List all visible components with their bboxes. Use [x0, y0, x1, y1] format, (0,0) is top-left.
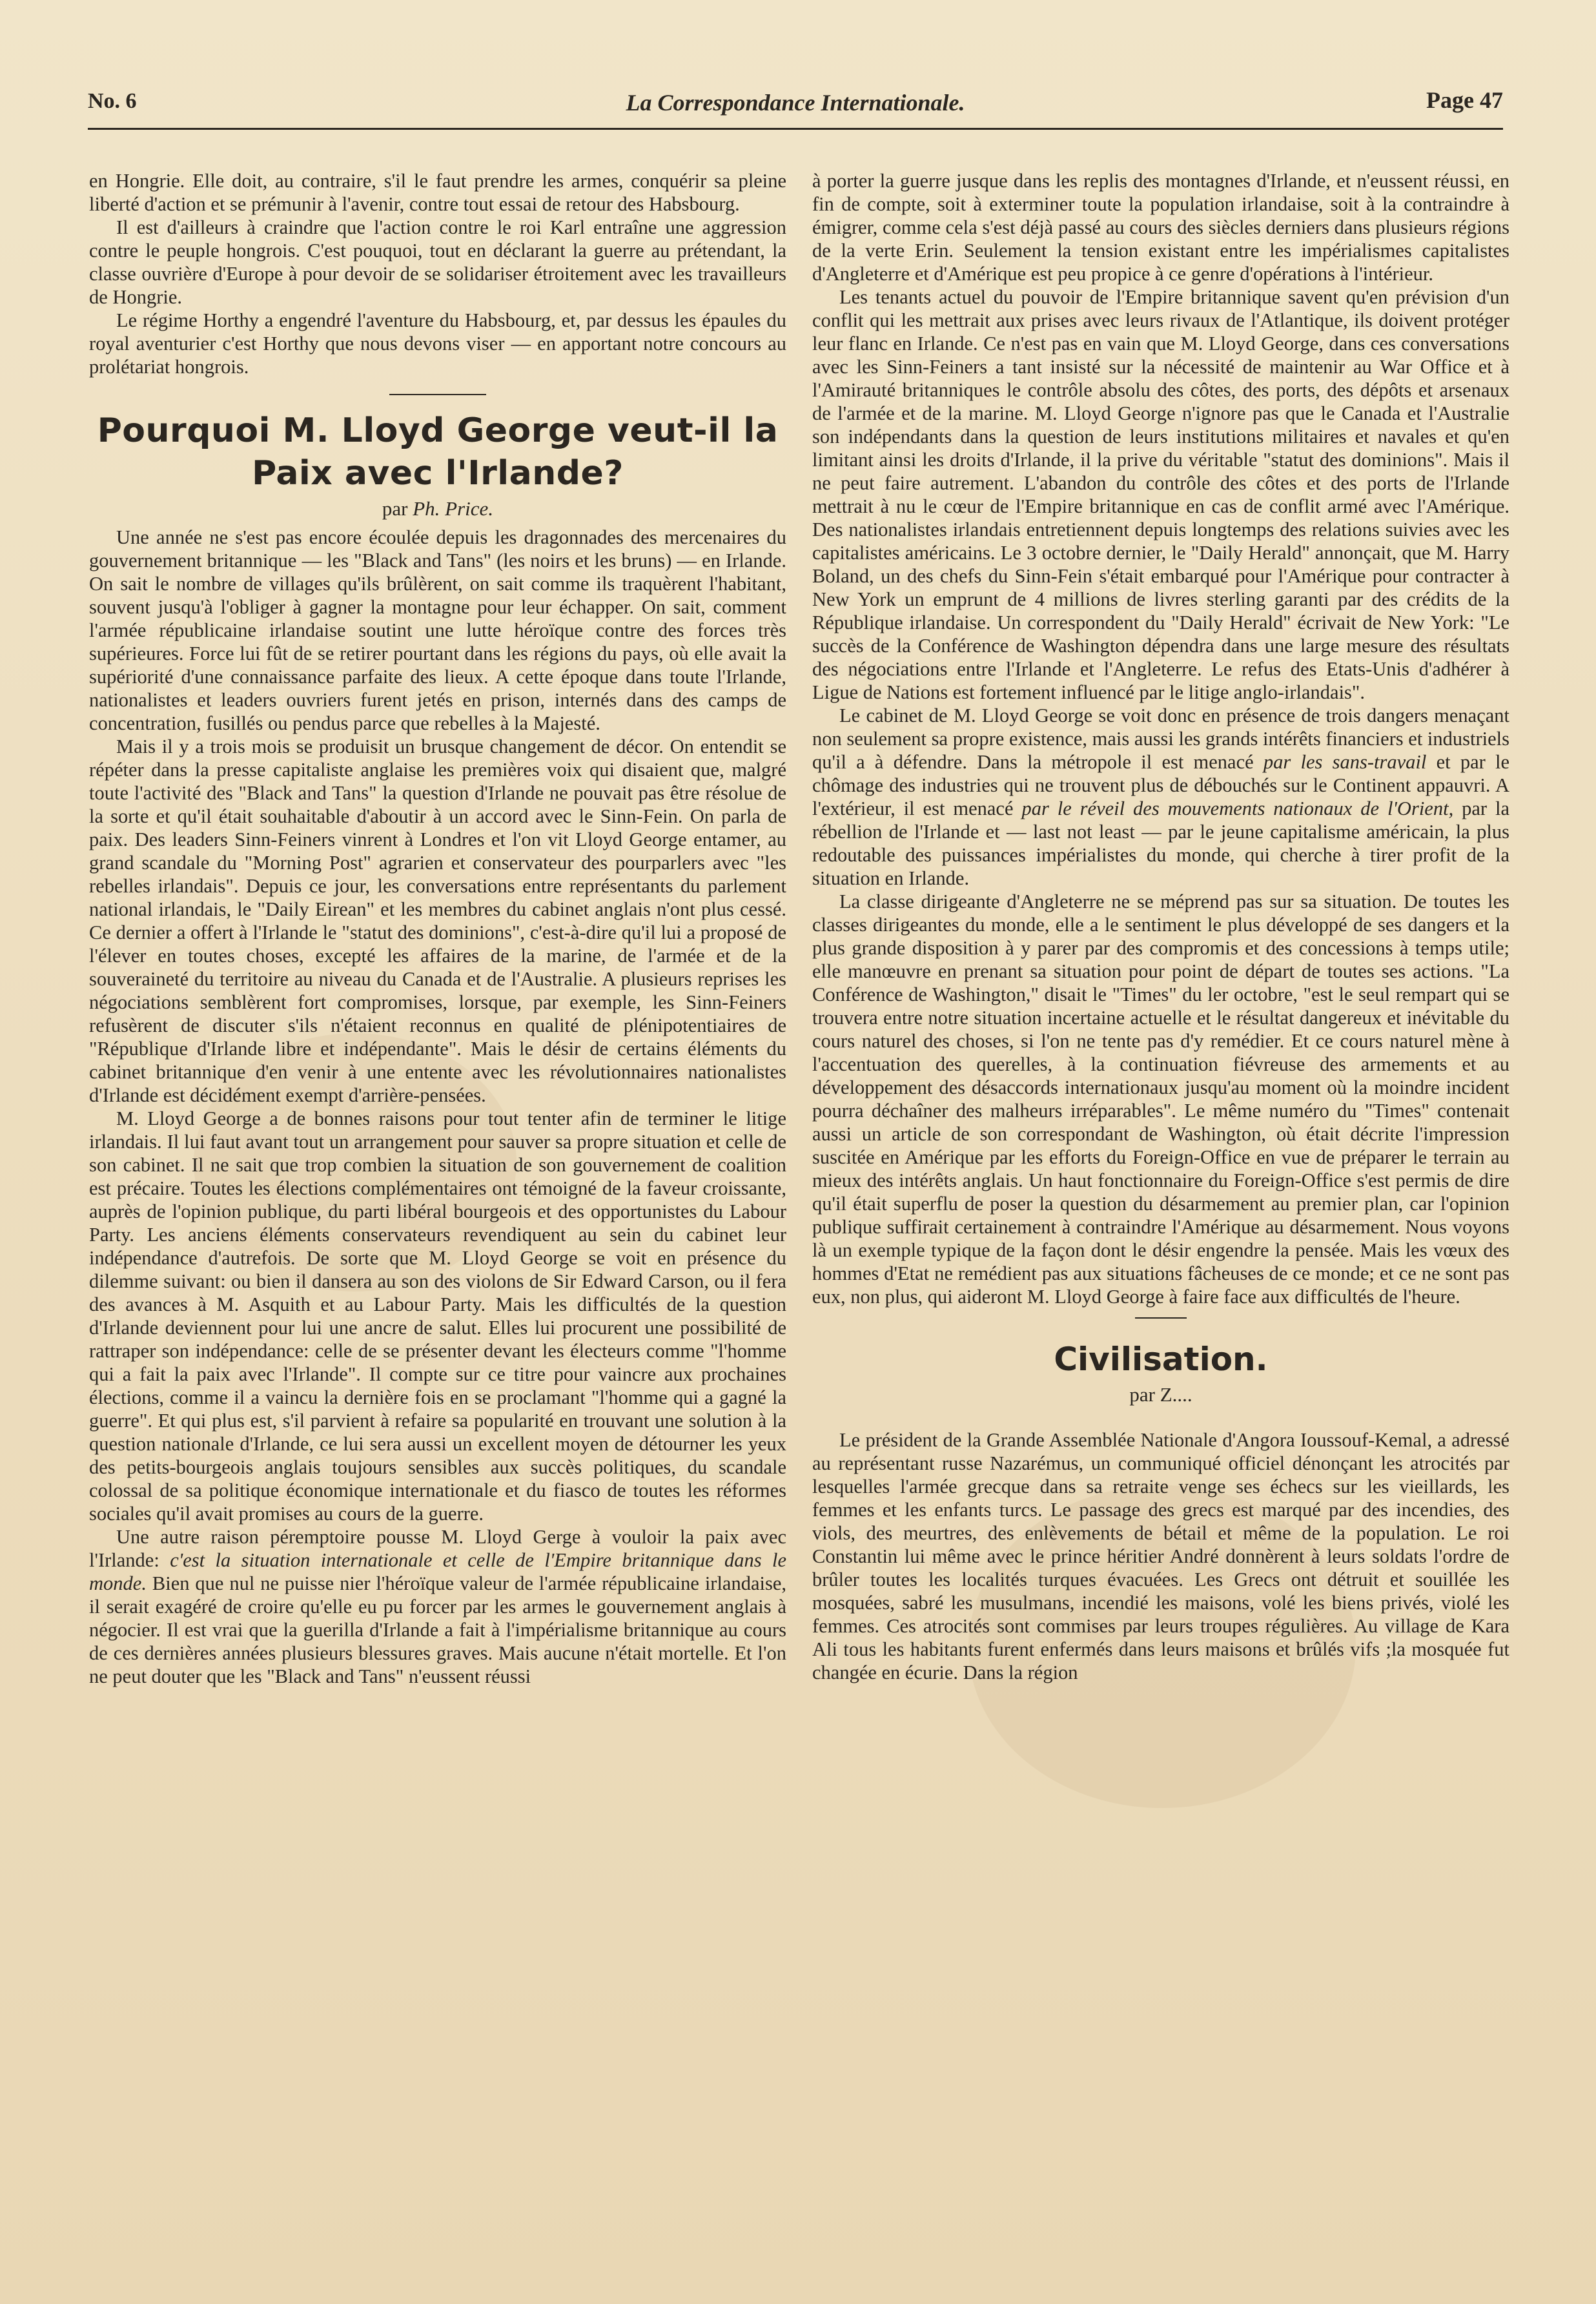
- intro-paragraph: Le régime Horthy a engendré l'aventure du Habsbourg, et, par dessus les épaules du royal aventurier c'est Horthy que nous devons viser — en apportant notre concours au prolétariat hongrois.: [89, 309, 786, 378]
- byline-author: Ph. Price.: [413, 497, 494, 520]
- section-divider: [1135, 1317, 1187, 1319]
- emphasis-text: par les sans-travail: [1263, 751, 1427, 773]
- emphasis-text: par le réveil des mouvements nationaux de l'Orient,: [1021, 797, 1454, 819]
- left-column: [89, 169, 786, 1688]
- article-paragraph: Le président de la Grande Assemblée Nationale d'Angora Ioussouf-Kemal, a adressé au représentant russe Nazarémus, un communiqué officiel dénonçant les atrocités par lesquelles l'armée grecque dans sa retraite venge ses échecs sur les vieillards, les femmes et les enfants turcs. Le passage des grecs est marqué par des incendies, des viols, des meurtres, des enlèvements de bétail et même de la population. Le roi Constantin lui même avec le prince héritier André donnèrent à leurs soldats l'ordre de brûler toutes les localités turques évacuées. Les Grecs ont détruit et souillée les mosquées, sabré les musulmans, incendié les maisons, volé les biens privés, violé les femmes. Ces atrocités sont commises par leurs troupes régulières. Au village de Kara Ali tous les habitants furent enfermés dans leurs maisons et brûlés vifs ;la mosquée fut changée en écurie. Dans la région: [812, 1429, 1509, 1683]
- issue-number: No. 6: [88, 89, 137, 113]
- section-divider: [389, 394, 486, 395]
- article-paragraph: [812, 704, 1509, 890]
- article-paragraph: M. Lloyd George a de bonnes raisons pour tout tenter afin de terminer le litige irlandais. Il lui faut avant tout un arrangement pour sauver sa propre situation et celle de son cabinet. Il ne sait que trop combien la situation de son gouvernement de coalition est précaire. Toutes les élections complémentaires ont témoigné de la faveur croissante, auprès de l'opinion publique, du parti libéral bourgeois et des opportunistes du Labour Party. Les anciens éléments conservateurs revendiquent au sein du cabinet leur indépendance d'autrefois. De sorte que M. Lloyd George se voit en présence du dilemme suivant: ou bien il dansera au son des violons de Sir Edward Carson, ou il fera des avances à M. Asquith et au Labour Party. Mais les difficultés de la question d'Irlande deviennent pour lui une ancre de salut. Elles lui procurent une possibilité de rattraper son indépendance: celle de se présenter devant les électeurs comme "l'homme qui a fait la paix avec l'Irlande". Il compte sur ce titre pour vaincre aux prochaines élections, comme il a vaincu la dernière fois en se proclamant "l'homme qui a gagné la guerre". Et qui plus est, s'il parvient à refaire sa popularité en trouvant une solution à la question nationale d'Irlande, ce lui sera aussi un excellent moyen de détourner les yeux des petits-bourgeois anglais toujours sensibles aux succès politiques, du scandale colossal de sa politique économique internationale et du fiasco de toutes les réformes sociales qu'il avait promises au cours de la guerre.: [89, 1107, 786, 1525]
- section-byline: par Z....: [1129, 1383, 1192, 1406]
- paragraph-text: Bien que nul ne puisse nier l'héroïque valeur de l'armée républicaine irlandaise, il serait exagéré de croire qu'elle eu pu forcer par les armes le gouvernement anglais à négocier. Il est vrai que la guerilla d'Irlande a fait à l'impérialisme britannique au cours de ces dernières années plusieurs blessures graves. Mais aucune n'était mortelle. Et l'on ne peut douter que les "Black and Tans" n'eussent réussi: [89, 1572, 786, 1687]
- article-paragraph: Mais il y a trois mois se produisit un brusque changement de décor. On entendit se répéter dans la presse capitaliste anglaise les premières voix qui disaient que, malgré toute l'activité des "Black and Tans" la question d'Irlande ne pouvait pas être résolue de la sorte et qu'il était souhaitable d'aboutir à un accord avec le Sinn-Fein. On parla de paix. Des leaders Sinn-Feiners vinrent à Londres et l'on vit Lloyd George entamer, au grand scandale du "Morning Post" agrarien et conservateur des pourparlers avec "les rebelles irlandais". Depuis ce jour, les conversations entre représentants du parlement national irlandais, le "Daily Eirean" et les membres du cabinet anglais n'ont plus cessé. Ce dernier a offert à l'Irlande le "statut des dominions", c'est-à-dire qu'il lui a proposé de l'élever en toutes choses, excepté les affaires de la marine, de l'armée et de la souveraineté du territoire au niveau du Canada et de l'Australie. A plusieurs reprises les négociations semblèrent fort compromises, lorsque, par exemple, les Sinn-Feiners refusèrent de discuter s'ils n'étaient reconnus en qualité de plénipotentiaires de "République d'Irlande libre et indépendante". Mais le désir de certains éléments du cabinet britannique d'en venir à une entente avec les révolutionnaires nationalistes d'Irlande est décidément exempt d'arrière-pensées.: [89, 735, 786, 1106]
- article-title: Pourquoi M. Lloyd George veut-il la Paix avec l'Irlande?: [97, 411, 779, 493]
- article-continuation: à porter la guerre jusque dans les replis des montagnes d'Irlande, et n'eussent réussi, en fin de compte, soit à exterminer toute la population irlandaise, soit à la contraindre à émigrer, comme cela s'est déjà passé au cours des siècles derniers dans plusieurs régions de la verte Erin. Seulement la tension existant entre les impérialismes capitalistes d'Angleterre et d'Amérique est peu propice à ce genre d'opérations à l'intérieur.: [812, 170, 1509, 285]
- paragraph-text: et par le chômage des industries qui ne trouvent plus de débouchés sur le Continent appauvri. A l'extérieur, il est menacé: [812, 751, 1510, 819]
- journal-title: La Correspondance Internationale.: [626, 90, 965, 116]
- emphasis-text: c'est la situation internationale et celle de l'Empire britannique dans le monde.: [89, 1549, 787, 1594]
- article-paragraph: La classe dirigeante d'Angleterre ne se méprend pas sur sa situation. De toutes les classes dirigeantes du monde, elle a le sentiment le plus développé de ses dangers et la plus grande disposition à y parer par des compromis et des concessions à temps utile; elle manœuvre en prenant sa situation pour point de départ de toutes ses actions. "La Conférence de Washington," disait le "Times" du ler octobre, "est le seul rempart qui se trouvera entre notre situation incertaine actuelle et le résultat dangereux et inévitable du cours naturel des choses, si l'on ne tente pas d'y remédier. Et ce cours naturel mène à l'accentuation des querelles, à la continuation fiévreuse des armements et au développement des désaccords internationaux jusqu'au moment où la moindre incident pourra déchaîner des malheurs irréparables". Le même numéro du "Times" contenait aussi un article de son correspondant de Washington, où était décrite l'impression suscitée en Amérique par les efforts du Foreign-Office en vue de préparer le terrain au mieux des intérêts anglais. Un haut fonctionnaire du Foreign-Office s'est permis de dire qu'il était superflu de poser la question du désarmement au premier plan, car l'opinion publique suffirait certainement à contraindre l'Amérique au désarmement. Nous voyons là un exemple typique de la façon dont le désir engendre la pensée. Mais les vœux des hommes d'Etat ne remédient pas aux situations fâcheuses de ce monde; et ce ne sont pas eux, non plus, qui aideront M. Lloyd George à faire face aux difficultés de l'heure.: [812, 890, 1509, 1308]
- paragraph-text: Le cabinet de M. Lloyd George se voit donc en présence de trois dangers menaçant non seulement sa propre existence, mais aussi les grands intérêts financiers et industriels qu'il a à défendre. Dans la métropole il est menacé: [812, 705, 1509, 773]
- page-number: Page 47: [1426, 87, 1503, 113]
- article-paragraph: Une année ne s'est pas encore écoulée depuis les dragonnades des mercenaires du gouvernement britannique — les "Black and Tans" (les noirs et les bruns) — en Irlande. On sait le nombre de villages qu'ils brûlèrent, on sait comme ils traquèrent l'habitant, souvent jusqu'à l'obliger à gagner la montagne pour leur échapper. On sait, comment l'armée républicaine irlandaise soutint une lutte héroïque contre des forces très supérieures. Force lui fût de se retirer pourtant dans les régions du pays, où elle avait la supériorité d'une connaissance parfaite des lieux. A cette époque dans toute l'Irlande, nationalistes et leaders ouvriers furent jetés en prison, internés dans des camps de concentration, fusillés ou pendus parce que rebelles à la Majesté.: [89, 526, 786, 734]
- page-header: [88, 83, 1503, 130]
- byline-prefix: par: [382, 497, 408, 520]
- right-column: [812, 169, 1509, 1684]
- intro-paragraph: en Hongrie. Elle doit, au contraire, s'il le faut prendre les armes, conquérir sa pleine liberté d'action et se prémunir à l'avenir, contre tout essai de retour des Habsbourg.: [89, 170, 786, 215]
- section-title: Civilisation.: [1054, 1341, 1268, 1378]
- article-byline: [89, 497, 786, 520]
- intro-paragraph: Il est d'ailleurs à craindre que l'action contre le roi Karl entraîne une aggression contre le peuple hongrois. C'est pouquoi, tout en déclarant la guerre au prétendant, la classe ouvrière d'Europe à pour devoir de se solidariser étroitement avec les travailleurs de Hongrie.: [89, 216, 786, 308]
- article-paragraph: [89, 1525, 786, 1688]
- article-paragraph: Les tenants actuel du pouvoir de l'Empire britannique savent qu'en prévision d'un conflit qui les mettrait aux prises avec leurs rivaux de l'Atlantique, ils doivent protéger leur flanc en Irlande. Ce n'est pas en vain que M. Lloyd George, dans ces conversations avec les Sinn-Feiners a tant insisté sur la nécessité de maintenir au War Office et à l'Amirauté britanniques le contrôle absolu des côtes, des ports, des dépôts et arsenaux de l'armée et de la marine. M. Lloyd George n'ignore pas que le Canada et l'Australie son indépendants dans la question de leurs institutions militaires et navales et qu'en limitant ainsi les droits d'Irlande, il la prive du véritable "statut des dominions". Mais il ne peut faire autrement. L'abandon du contrôle des côtes et des ports de l'Irlande mettrait à nu le cœur de l'Empire britannique en cas de conflit armé avec l'Amérique. Des nationalistes irlandais entretiennent depuis longtemps des relations suivies avec les capitalistes américains. Le 3 octobre dernier, le "Daily Herald" annonçait, que M. Harry Boland, un des chefs du Sinn-Fein s'était embarqué pour l'Amérique pour contracter à New York un emprunt de 4 millions de livres sterling garanti par des crédits de la République irlandaise. Un correspondent du "Daily Herald" écrivait de New York: "Le succès de la Conférence de Washington dépendra dans une large mesure des résultats des négociations entre l'Irlande et l'Angleterre. Le refus des Etats-Unis d'adhérer à Ligue de Nations est fortement influencé par le litige anglo-irlandais".: [812, 286, 1509, 703]
- paragraph-text: Une autre raison péremptoire pousse M. Lloyd Gerge à vouloir la paix avec l'Irlande:: [89, 1526, 786, 1571]
- paragraph-text: par la rébellion de l'Irlande et — last not least — par le jeune capitalisme américain, la plus redoutable des puissances impérialistes du monde, qui cherche à tirer profit de la situation en Irlande.: [812, 797, 1510, 889]
